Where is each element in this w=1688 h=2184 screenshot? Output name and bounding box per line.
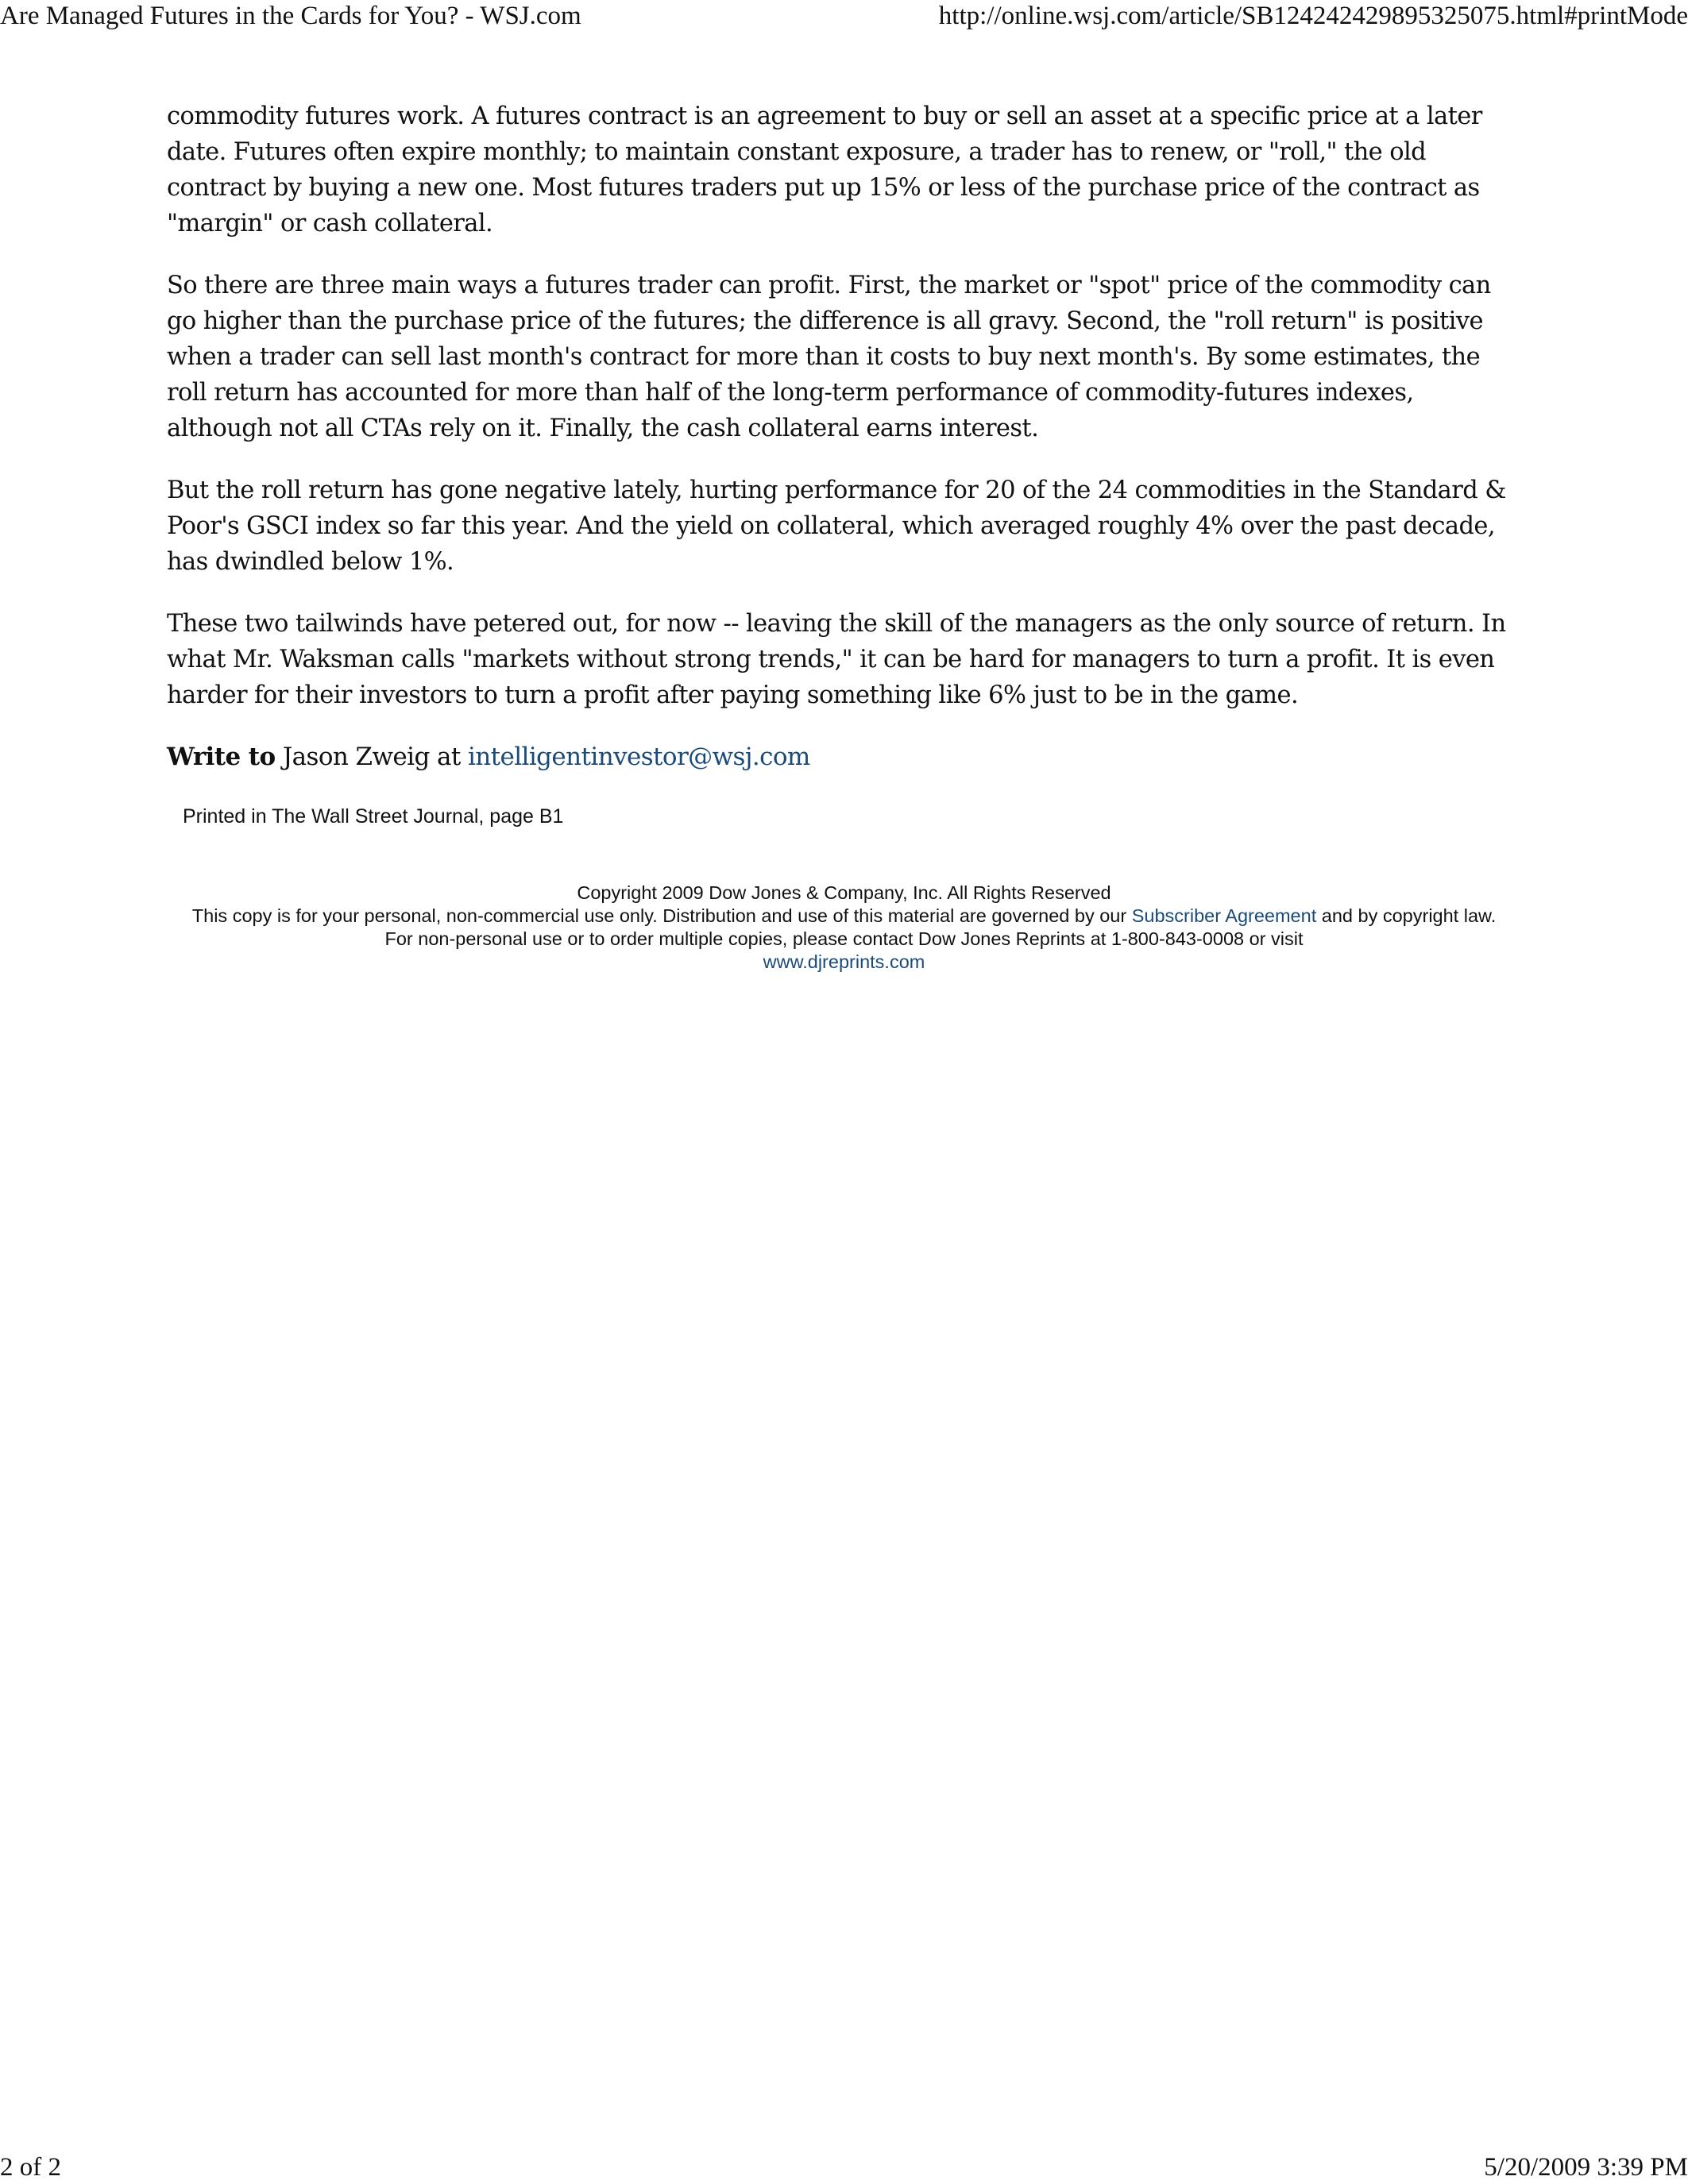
article-paragraph: So there are three main ways a futures trader can profit. First, the market or "spot" price of the commodity can go higher than the purchase price of the futures; the difference is all gravy. Second, the "roll return" is positive when a trader can sell last month's contract for more than it costs to buy next month's. By some estimates, the roll return has accounted for more than half of the long-term performance of commodity-futures indexes, although not all CTAs rely on it. Finally, the cash collateral earns interest. [167,272,1491,442]
reprints-notice: For non-personal use or to order multiple copies, please contact Dow Jones Reprints at 1-800-843-0008 or visit [384,928,1304,949]
page-url: http://online.wsj.com/article/SB124242429895325075.html#printMode [938,2,1688,30]
print-header [0,0,1688,32]
usage-notice-text: This copy is for your personal, non-commercial use only. Distribution and use of this material are governed by our [191,905,1132,926]
article-paragraph: These two tailwinds have petered out, for now -- leaving the skill of the managers as the only source of return. In what Mr. Waksman calls "markets without strong trends," it can be hard for managers to turn a profit. It is even harder for their investors to turn a profit after paying something like 6% just to be in the game. [167,610,1506,709]
printed-in-note: Printed in The Wall Street Journal, page B1 [183,805,564,828]
author-email-link[interactable]: intelligentinvestor@wsj.com [467,743,810,771]
article-body [167,98,1517,878]
page-title: Are Managed Futures in the Cards for You? - WSJ.com [0,2,581,30]
page-number: 2 of 2 [0,2153,61,2182]
djreprints-link[interactable]: www.djreprints.com [763,951,925,972]
subscriber-agreement-link[interactable]: Subscriber Agreement [1131,905,1317,926]
article-paragraph: commodity futures work. A futures contract is an agreement to buy or sell an asset at a specific price at a later date. Futures often expire monthly; to maintain constant exposure, a trader has to renew, or "roll," the old contract by buying a new one. Most futures traders put up 15% or less of the purchase price of the contract as "margin" or cash collateral. [167,102,1482,237]
print-datetime: 5/20/2009 3:39 PM [1484,2153,1688,2182]
write-to-label: Write to [167,743,276,771]
copyright-block [0,882,1688,974]
author-line [167,739,1517,775]
author-name: Jason Zweig at [275,743,468,771]
copyright-line: Copyright 2009 Dow Jones & Company, Inc. All Rights Reserved [577,882,1111,903]
usage-notice [0,905,1688,928]
usage-notice-text-end: and by copyright law. [1316,905,1497,926]
article-paragraph: But the roll return has gone negative lately, hurting performance for 20 of the 24 commodities in the Standard & Poor's GSCI index so far this year. And the yield on collateral, which averaged roughly 4% over the past decade, has dwindled below 1%. [167,477,1506,576]
print-footer [0,2151,1688,2184]
